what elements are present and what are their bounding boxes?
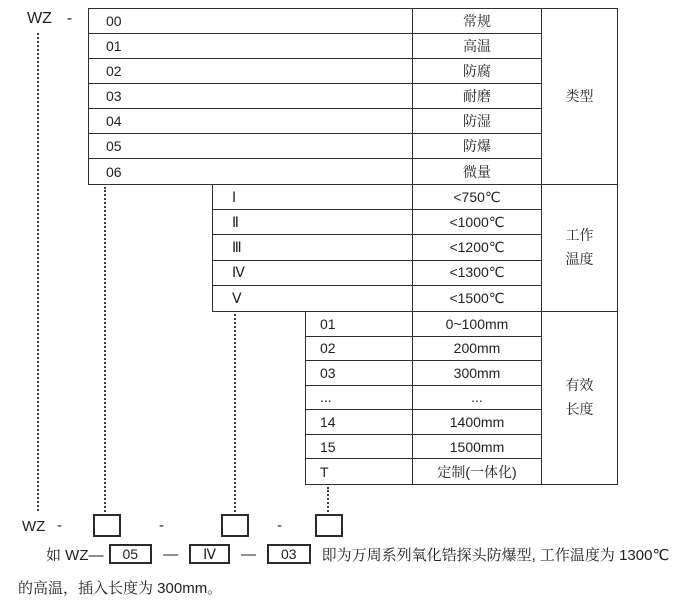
value-cell: 1400mm bbox=[412, 410, 541, 435]
effective-length-table-label bbox=[541, 312, 617, 484]
value-cell: 防湿 bbox=[412, 109, 541, 134]
effective-length-table bbox=[305, 312, 618, 485]
code-cell: 01 bbox=[89, 34, 412, 59]
example-dash-2: — bbox=[241, 545, 256, 563]
type-table-label-text: 类型 bbox=[565, 87, 594, 104]
model-code-box-length bbox=[315, 514, 343, 537]
code-cell: 03 bbox=[306, 361, 412, 386]
value-cell: <750℃ bbox=[412, 185, 541, 210]
value-cell: <1000℃ bbox=[412, 210, 541, 235]
code-cell: T bbox=[320, 463, 329, 480]
value-cell: 高温 bbox=[412, 34, 541, 59]
value-cell: 0~100mm bbox=[412, 312, 541, 337]
code-cell: Ⅴ bbox=[232, 289, 242, 306]
model-prefix-text: WZ bbox=[27, 10, 52, 27]
working-temperature-label-text: 工作温度 bbox=[565, 227, 594, 267]
example-line-1 bbox=[46, 543, 669, 565]
type-table bbox=[88, 8, 618, 185]
value-cell: 微量 bbox=[412, 159, 541, 184]
code-cell: 15 bbox=[306, 435, 412, 460]
example-code-box-length: 03 bbox=[267, 544, 311, 564]
example-description: 即为万周系列氧化锆探头防爆型, 工作温度为 1300℃ bbox=[321, 546, 670, 564]
code-cell: 01 bbox=[306, 312, 412, 337]
code-cell: Ⅰ bbox=[213, 185, 412, 210]
value-cell: <1200℃ bbox=[412, 235, 541, 260]
value-cell: 防腐 bbox=[412, 59, 541, 84]
example-line-2: 的高温，插入长度为 300mm。 bbox=[18, 580, 223, 597]
example-prefix: 如 WZ— bbox=[46, 546, 104, 564]
value-cell: 200mm bbox=[412, 337, 541, 362]
example-dash-1: — bbox=[163, 545, 179, 563]
value-cell: 1500mm bbox=[412, 435, 541, 460]
value-cell: 耐磨 bbox=[412, 84, 541, 109]
code-cell: Ⅱ bbox=[213, 210, 412, 235]
code-cell: 06 bbox=[106, 163, 122, 180]
value-cell: ... bbox=[412, 386, 541, 411]
example-code-box-temperature: Ⅳ bbox=[189, 544, 230, 564]
value-cell: <1300℃ bbox=[412, 261, 541, 286]
value-cell: 300mm bbox=[412, 361, 541, 386]
model-row-dash-2: - bbox=[159, 517, 164, 534]
model-row-dash-3: - bbox=[277, 517, 282, 534]
model-code-box-type bbox=[93, 514, 121, 537]
type-table-label bbox=[541, 9, 617, 184]
code-cell: Ⅳ bbox=[213, 261, 412, 286]
code-cell: 03 bbox=[89, 84, 412, 109]
working-temperature-table bbox=[212, 185, 618, 312]
example-code-box-type: 05 bbox=[109, 544, 153, 564]
code-cell: 14 bbox=[306, 410, 412, 435]
model-prefix-dash: - bbox=[66, 10, 73, 27]
code-cell: Ⅲ bbox=[213, 235, 412, 260]
code-cell: 00 bbox=[89, 9, 412, 34]
code-cell: 02 bbox=[306, 337, 412, 362]
effective-length-label-text: 有效长度 bbox=[565, 377, 594, 417]
model-row-prefix: WZ bbox=[22, 518, 46, 535]
value-cell: <1500℃ bbox=[412, 286, 541, 311]
value-cell: 防爆 bbox=[412, 134, 541, 159]
working-temperature-table-label bbox=[541, 185, 617, 311]
model-code-box-temperature bbox=[221, 514, 249, 537]
code-cell: ... bbox=[306, 386, 412, 411]
leader-line-length bbox=[327, 487, 329, 512]
leader-line-temperature bbox=[234, 314, 236, 512]
code-cell: 05 bbox=[89, 134, 412, 159]
leader-line-type bbox=[104, 187, 106, 512]
model-row-dash-1: - bbox=[57, 517, 62, 534]
top-model-prefix bbox=[27, 10, 72, 28]
leader-line-wz bbox=[37, 33, 39, 511]
value-cell: 常规 bbox=[412, 9, 541, 34]
code-cell: 04 bbox=[89, 109, 412, 134]
value-cell: 定制(一体化) bbox=[412, 459, 541, 484]
code-cell: 02 bbox=[89, 59, 412, 84]
